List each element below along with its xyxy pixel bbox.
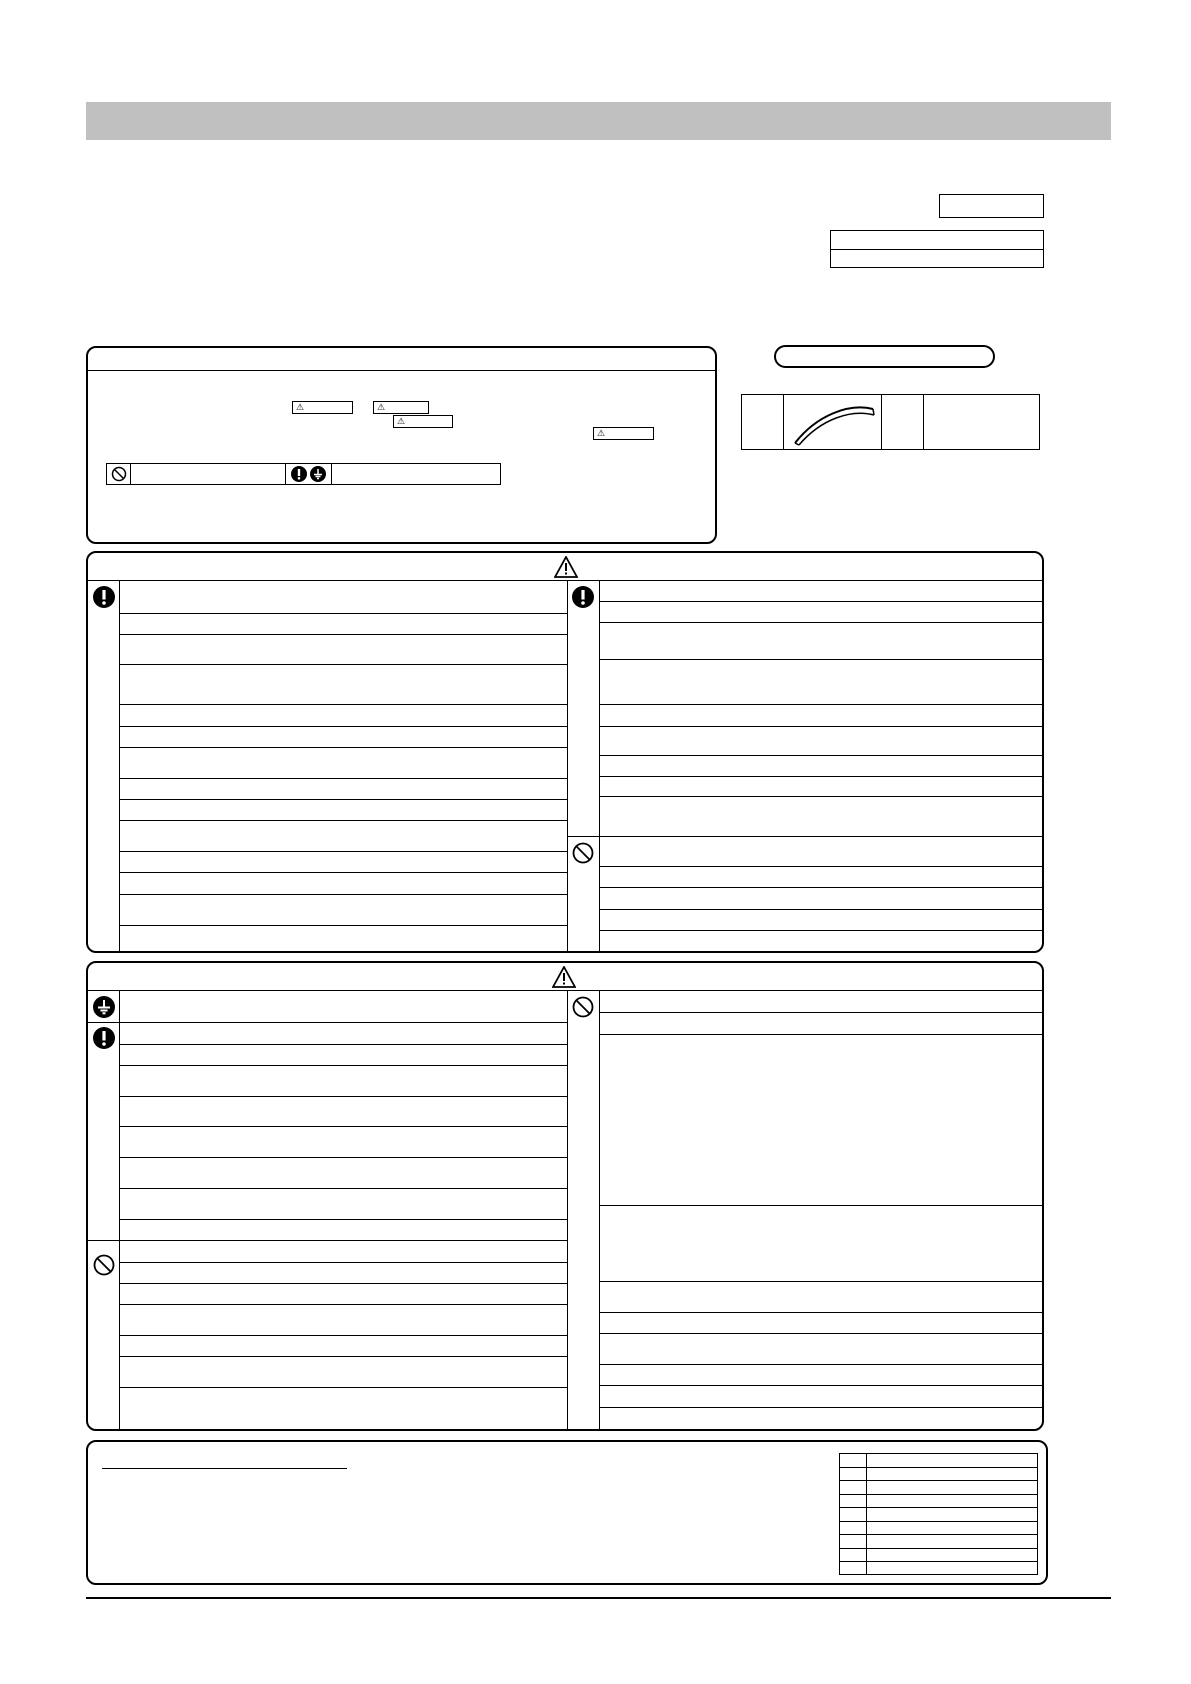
table-row [119, 1044, 567, 1045]
legend-header-divider [88, 370, 715, 371]
notes-panel [86, 1440, 1048, 1585]
warning-tag: ⚠ [593, 427, 654, 440]
accessory-qty [882, 395, 924, 449]
table-row [599, 1312, 1044, 1313]
reference-row [831, 231, 1043, 249]
table-row [840, 1480, 1037, 1481]
table-row [119, 1304, 567, 1305]
accessory-number [742, 395, 784, 449]
symbol-legend-row [106, 463, 501, 485]
table-row [840, 1548, 1037, 1549]
ground-circle-icon [93, 996, 115, 1018]
table-row [119, 1262, 567, 1263]
table-row [119, 820, 567, 821]
flexible-hose-icon [784, 395, 882, 449]
table-row [599, 909, 1044, 910]
exclamation-circle-icon [291, 466, 307, 482]
table-row [119, 894, 567, 895]
table-row [599, 776, 1044, 777]
caution-section [86, 961, 1044, 1431]
table-row [599, 1385, 1044, 1386]
table-row [119, 634, 567, 635]
table-row [599, 1012, 1044, 1013]
accessories-title-pill [774, 345, 995, 368]
prohibited-icon [107, 464, 131, 484]
table-row [119, 799, 567, 800]
table-row [119, 747, 567, 748]
header-title-bar [86, 102, 1111, 140]
table-row [119, 925, 567, 926]
table-row [599, 1333, 1044, 1334]
table-row [119, 1096, 567, 1097]
symbol-legend-panel [86, 346, 717, 544]
table-row [119, 1065, 567, 1066]
table-row [840, 1507, 1037, 1508]
table-row [119, 1126, 567, 1127]
warning-tag: ⚠ [373, 401, 429, 414]
prohibited-label [131, 464, 286, 484]
table-row [599, 726, 1044, 727]
warning-triangle-icon [552, 966, 576, 988]
reference-row [831, 249, 1043, 267]
table-row [599, 659, 1044, 660]
table-row [599, 1407, 1044, 1408]
prohibited-circle-icon [93, 1254, 115, 1276]
table-row [119, 778, 567, 779]
table-row [119, 1335, 567, 1336]
table-row [840, 1534, 1037, 1535]
table-row [88, 1240, 567, 1241]
table-row [840, 1494, 1037, 1495]
accessories-table [741, 394, 1040, 450]
warning-tag: ⚠ [393, 415, 453, 428]
table-row [119, 1157, 567, 1158]
table-row [840, 1467, 1037, 1468]
table-row [599, 930, 1044, 931]
table-row [599, 601, 1044, 602]
table-row [599, 1281, 1044, 1282]
prohibited-circle-icon [572, 996, 594, 1018]
footer-rule [86, 1597, 1111, 1599]
warning-triangle-icon [554, 556, 578, 578]
section-header-divider [88, 990, 1042, 991]
ground-circle-icon [310, 466, 326, 482]
model-code-box [939, 194, 1044, 218]
table-row [119, 1356, 567, 1357]
table-row [119, 704, 567, 705]
table-row [119, 726, 567, 727]
table-row [599, 1205, 1044, 1206]
notes-table [839, 1453, 1038, 1575]
table-row [840, 1521, 1037, 1522]
table-row [599, 704, 1044, 705]
table-row [567, 836, 1044, 837]
table-row [840, 1561, 1037, 1562]
table-row [119, 872, 567, 873]
accessory-name [924, 395, 1039, 449]
table-row [88, 1022, 567, 1023]
prohibited-circle-icon [572, 842, 594, 864]
table-row [599, 1364, 1044, 1365]
table-row [599, 866, 1044, 867]
table-row [119, 1387, 567, 1388]
table-row [119, 613, 567, 614]
heading-underline [102, 1468, 347, 1469]
table-row [119, 1188, 567, 1189]
exclamation-circle-icon [93, 1027, 115, 1049]
table-row [119, 851, 567, 852]
mandatory-label [332, 464, 500, 484]
table-row [599, 887, 1044, 888]
table-row [119, 1283, 567, 1284]
section-header-divider [88, 580, 1042, 581]
table-row [599, 622, 1044, 623]
table-row [119, 1219, 567, 1220]
table-row [599, 1034, 1044, 1035]
table-row [599, 796, 1044, 797]
reference-box [830, 230, 1044, 268]
exclamation-circle-icon [93, 586, 115, 608]
table-row [599, 755, 1044, 756]
warning-tag: ⚠ [292, 401, 353, 414]
exclamation-circle-icon [572, 586, 594, 608]
warning-section [86, 551, 1044, 953]
table-row [119, 664, 567, 665]
